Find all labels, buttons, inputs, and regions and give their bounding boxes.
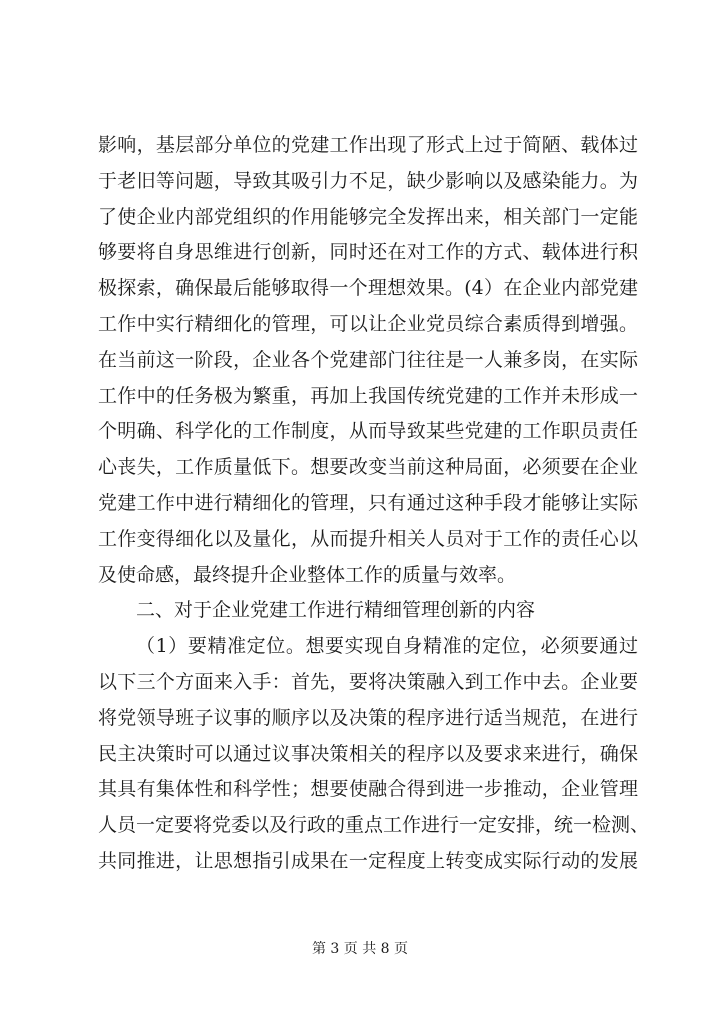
text-line: 及使命感，最终提升企业整体工作的质量与效率。 <box>98 563 517 586</box>
text-line: 将党领导班子议事的顺序以及决策的程序进行适当规范，在进行 <box>98 706 638 729</box>
section-heading: 二、对于企业党建工作进行精细管理创新的内容 <box>136 599 536 622</box>
text-line: 民主决策时可以通过议事决策相关的程序以及要求来进行，确保 <box>98 742 638 765</box>
text-line: 人员一定要将党委以及行政的重点工作进行一定安排，统一检测、 <box>98 814 650 837</box>
text-line: 心丧失，工作质量低下。想要改变当前这种局面，必须要在企业 <box>98 456 638 479</box>
text-line: 工作中的任务极为繁重，再加上我国传统党建的工作并未形成一 <box>98 384 638 407</box>
text-line: 了使企业内部党组织的作用能够完全发挥出来，相关部门一定能 <box>98 205 638 228</box>
text-line: 个明确、科学化的工作制度，从而导致某些党建的工作职员责任 <box>98 420 638 443</box>
text-line: 于老旧等问题，导致其吸引力不足，缺少影响以及感染能力。为 <box>98 169 638 192</box>
body-text <box>98 128 650 880</box>
text-line: 在当前这一阶段，企业各个党建部门往往是一人兼多岗，在实际 <box>98 348 638 371</box>
text-line: （1）要精准定位。想要实现自身精准的定位，必须要通过 <box>136 635 638 658</box>
text-line: 党建工作中进行精细化的管理，只有通过这种手段才能够让实际 <box>98 491 638 514</box>
text-line: 以下三个方面来入手：首先，要将决策融入到工作中去。企业要 <box>98 670 638 693</box>
text-line: 够要将自身思维进行创新，同时还在对工作的方式、载体进行积 <box>98 241 638 264</box>
text-line: 影响，基层部分单位的党建工作出现了形式上过于简陋、载体过 <box>98 134 638 156</box>
text-line: 工作中实行精细化的管理，可以让企业党员综合素质得到增强。 <box>98 312 638 335</box>
text-line: 工作变得细化以及量化，从而提升相关人员对于工作的责任心以 <box>98 527 638 550</box>
text-line: 共同推进，让思想指引成果在一定程度上转变成实际行动的发展 <box>98 849 638 872</box>
text-line: 其具有集体性和科学性；想要使融合得到进一步推动，企业管理 <box>98 778 638 801</box>
text-line: 极探索，确保最后能够取得一个理想效果。(4）在企业内部党建 <box>98 277 638 300</box>
page-footer: 第 3 页 共 8 页 <box>311 941 409 957</box>
